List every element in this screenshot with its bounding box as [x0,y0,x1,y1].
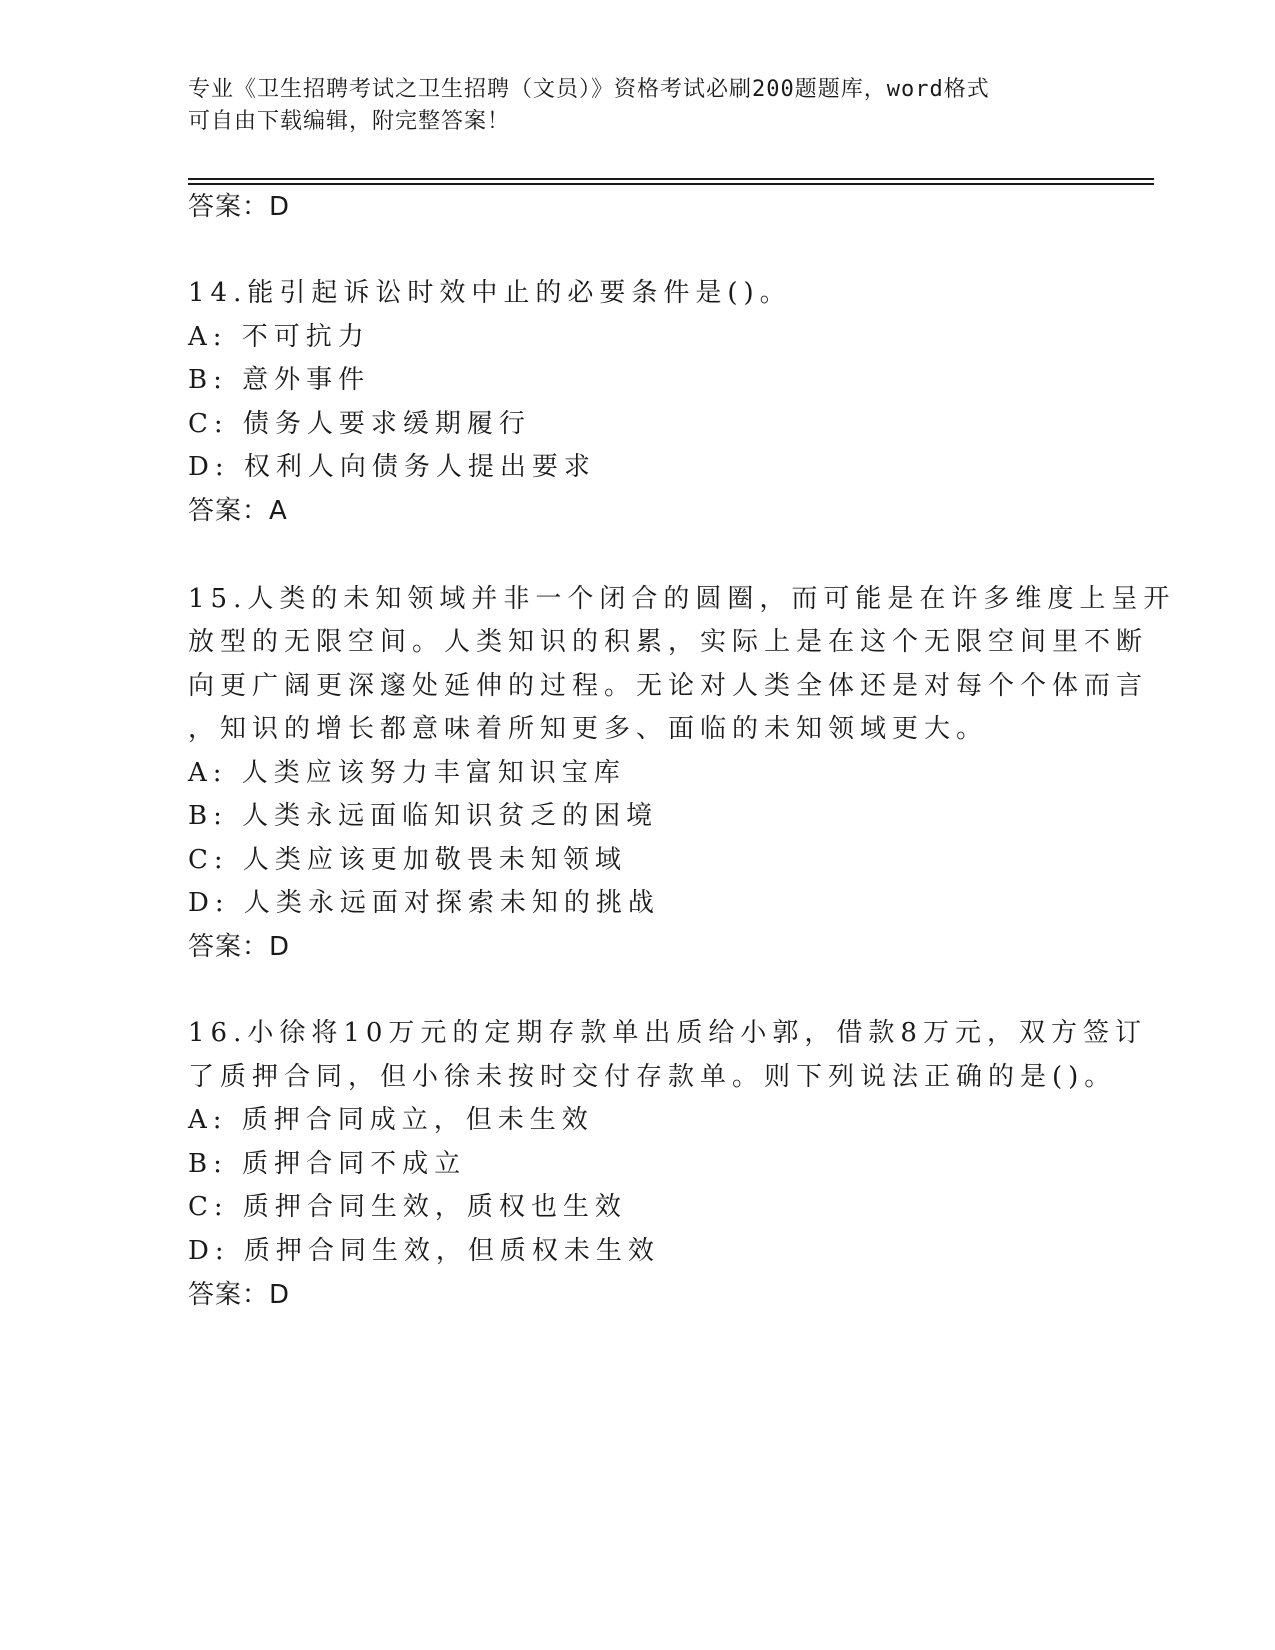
question-15-text-line-2: 放型的无限空间。人类知识的积累，实际上是在这个无限空间里不断 [188,627,1149,657]
question-14-option-a: A: 不可抗力 [188,322,370,352]
question-15-text-line-3: 向更广阔更深邃处延伸的过程。无论对人类全体还是对每个个体而言 [188,671,1149,701]
question-15-option-a: A: 人类应该努力丰富知识宝库 [188,758,626,788]
question-14-text: 14.能引起诉讼时效中止的必要条件是()。 [188,278,792,308]
header-divider-bottom [188,183,1154,185]
header-divider-top [188,178,1154,180]
question-14-answer: 答案：A [188,496,288,526]
question-16-answer: 答案：D [188,1280,291,1310]
question-15-option-b: B: 人类永远面临知识贫乏的困境 [188,801,659,831]
question-15-option-d: D: 人类永远面对探索未知的挑战 [188,888,660,918]
question-16-option-b: B: 质押合同不成立 [188,1149,467,1179]
answer-line: 答案：D [188,192,291,222]
question-14-option-c: C: 债务人要求缓期履行 [188,409,531,439]
question-16-option-d: D: 质押合同生效，但质权未生效 [188,1236,660,1266]
question-15-answer: 答案：D [188,932,291,962]
question-15-option-c: C: 人类应该更加敬畏未知领域 [188,845,627,875]
question-15-text-line-1: 15.人类的未知领域并非一个闭合的圆圈，而可能是在许多维度上呈开 [188,584,1176,614]
document-header [188,74,1088,138]
question-16-text-line-1: 16.小徐将10万元的定期存款单出质给小郭，借款8万元，双方签订 [188,1018,1147,1048]
question-14-option-d: D: 权利人向债务人提出要求 [188,452,596,482]
question-14-option-b: B: 意外事件 [188,365,371,395]
question-16-option-a: A: 质押合同成立，但未生效 [188,1105,594,1135]
question-16-option-c: C: 质押合同生效，质权也生效 [188,1192,627,1222]
question-16-text-line-2: 了质押合同，但小徐未按时交付存款单。则下列说法正确的是()。 [188,1062,1117,1092]
header-line-2: 可自由下载编辑，附完整答案！ [188,109,511,134]
header-line-1: 专业《卫生招聘考试之卫生招聘（文员）》资格考试必刷200题题库，word格式 [188,77,990,102]
question-15-text-line-4: ，知识的增长都意味着所知更多、面临的未知领域更大。 [188,714,989,744]
